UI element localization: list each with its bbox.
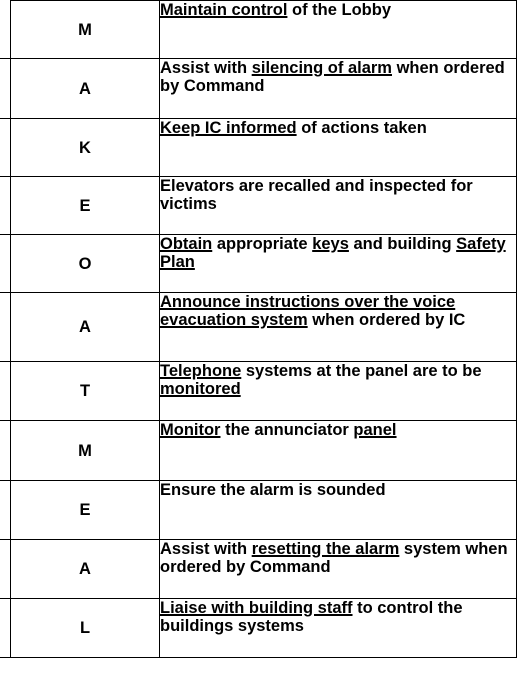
mnemonic-description bbox=[160, 1, 517, 59]
description-text: to control the buildings systems bbox=[160, 599, 463, 635]
underlined-text: Keep IC informed bbox=[160, 119, 297, 137]
underlined-text: resetting the alarm bbox=[251, 540, 400, 558]
table-row bbox=[11, 293, 517, 362]
table-row bbox=[11, 362, 517, 421]
underlined-text: keys bbox=[312, 235, 349, 253]
row-divider-stub bbox=[0, 420, 10, 421]
description-text: systems at the panel are to be bbox=[241, 362, 482, 380]
table-row bbox=[11, 421, 517, 481]
mnemonic-description bbox=[160, 421, 517, 481]
mnemonic-letter: E bbox=[11, 177, 160, 235]
table-row bbox=[11, 59, 517, 119]
mnemonic-letter: L bbox=[11, 599, 160, 658]
description-text: of the Lobby bbox=[287, 1, 391, 19]
row-divider-stub bbox=[0, 234, 10, 235]
row-divider-stub bbox=[0, 361, 10, 362]
mnemonic-description bbox=[160, 119, 517, 177]
underlined-text: monitored bbox=[160, 380, 241, 398]
mnemonic-letter: A bbox=[11, 59, 160, 119]
table-row bbox=[11, 1, 517, 59]
row-divider-stub bbox=[0, 598, 10, 599]
mnemonic-letter: M bbox=[11, 421, 160, 481]
mnemonic-description bbox=[160, 481, 517, 540]
table-row bbox=[11, 119, 517, 177]
underlined-text: silencing of alarm bbox=[251, 59, 392, 77]
mnemonic-letter: A bbox=[11, 293, 160, 362]
description-text: of actions taken bbox=[296, 119, 427, 137]
description-text: system when ordered by Command bbox=[160, 540, 508, 576]
mnemonic-description bbox=[160, 177, 517, 235]
underlined-text: Liaise with building staff bbox=[160, 599, 353, 617]
description-text: and building bbox=[348, 235, 457, 253]
mnemonic-table bbox=[10, 0, 517, 658]
mnemonic-description bbox=[160, 293, 517, 362]
description-text: Assist with bbox=[160, 59, 252, 77]
description-text: Ensure the alarm is sounded bbox=[160, 481, 386, 499]
description-text: Elevators are recalled and inspected for victims bbox=[160, 177, 473, 213]
mnemonic-description bbox=[160, 599, 517, 658]
mnemonic-letter: T bbox=[11, 362, 160, 421]
mnemonic-table-body bbox=[11, 1, 517, 658]
row-divider-stub bbox=[0, 480, 10, 481]
mnemonic-description bbox=[160, 362, 517, 421]
mnemonic-description bbox=[160, 59, 517, 119]
underlined-text: Maintain control bbox=[160, 1, 288, 19]
mnemonic-letter: A bbox=[11, 540, 160, 599]
mnemonic-letter: E bbox=[11, 481, 160, 540]
description-text: when ordered by IC bbox=[307, 311, 466, 329]
row-divider-stub bbox=[0, 292, 10, 293]
mnemonic-letter: O bbox=[11, 235, 160, 293]
mnemonic-letter: K bbox=[11, 119, 160, 177]
table-row bbox=[11, 599, 517, 658]
table-row bbox=[11, 177, 517, 235]
row-divider-stub bbox=[0, 176, 10, 177]
mnemonic-letter: M bbox=[11, 1, 160, 59]
table-row bbox=[11, 235, 517, 293]
underlined-text: Monitor bbox=[160, 421, 221, 439]
row-divider-stub bbox=[0, 58, 10, 59]
underlined-text: Obtain bbox=[160, 235, 213, 253]
underlined-text: Telephone bbox=[160, 362, 242, 380]
description-text: appropriate bbox=[212, 235, 313, 253]
underlined-text: Announce instructions over the voice evacuation system bbox=[160, 293, 456, 329]
row-divider-stub bbox=[0, 539, 10, 540]
row-divider-stub bbox=[0, 657, 10, 658]
underlined-text: panel bbox=[353, 421, 397, 439]
description-text: when ordered by Command bbox=[160, 59, 505, 95]
description-text: Assist with bbox=[160, 540, 252, 558]
row-divider-stub bbox=[0, 118, 10, 119]
table-row bbox=[11, 481, 517, 540]
description-text: the annunciator bbox=[220, 421, 354, 439]
table-row bbox=[11, 540, 517, 599]
mnemonic-description bbox=[160, 235, 517, 293]
underlined-text: Safety Plan bbox=[160, 235, 506, 271]
mnemonic-description bbox=[160, 540, 517, 599]
